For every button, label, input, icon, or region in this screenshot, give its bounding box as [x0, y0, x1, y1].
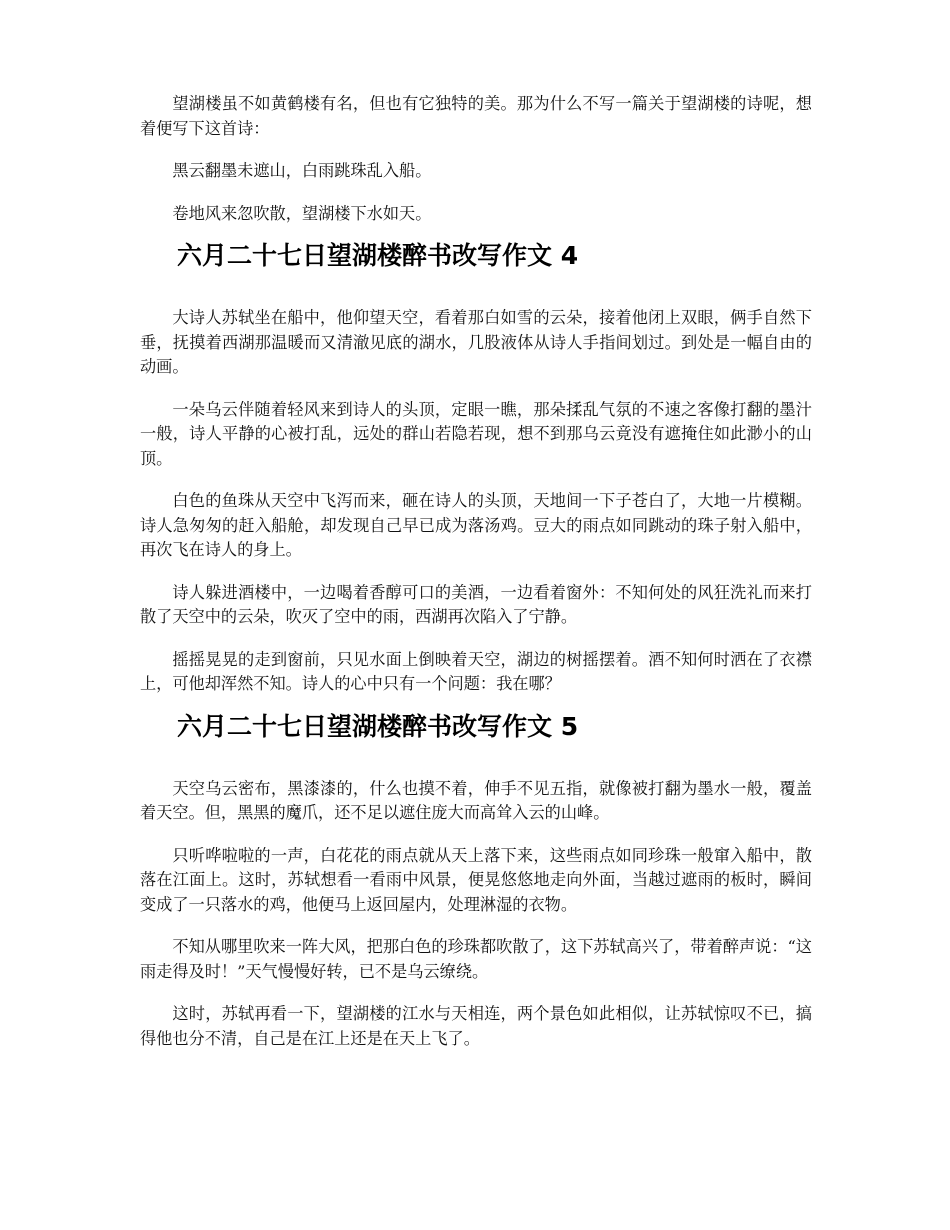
- section-5-title: 六月二十七日望湖楼醉书改写作文 5: [177, 711, 579, 741]
- section-4-paragraph-4: 诗人躲进酒楼中，一边喝着香醇可口的美酒，一边看着窗外：不知何处的风狂洗礼而来打散了天空中的云朵，吹灭了空中的雨，西湖再次陷入了宁静。: [140, 582, 812, 626]
- section-5-paragraph-1: 天空乌云密布，黑漆漆的，什么也摸不着，伸手不见五指，就像被打翻为墨水一般，覆盖着天空。但，黑黑的魔爪，还不足以遮住庞大而高耸入云的山峰。: [140, 778, 812, 822]
- section-5-paragraph-2: 只听哗啦啦的一声，白花花的雨点就从天上落下来，这些雨点如同珍珠一般窜入船中，散落在江面上。这时，苏轼想看一看雨中风景，便晃悠悠地走向外面，当越过遮雨的板时，瞬间变成了一只落水的鸡，他便马上返回屋内，处理淋湿的衣物。: [140, 845, 812, 914]
- section-4-paragraph-3: 白色的鱼珠从天空中飞泻而来，砸在诗人的头顶，天地间一下子苍白了，大地一片模糊。诗人急匆匆的赶入船舱，却发现自己早已成为落汤鸡。豆大的雨点如同跳动的珠子射入船中，再次飞在诗人的身上。: [140, 491, 812, 559]
- section-4-title: 六月二十七日望湖楼醉书改写作文 4: [177, 241, 579, 270]
- section-5-paragraph-4: 这时，苏轼再看一下，望湖楼的江水与天相连，两个景色如此相似，让苏轼惊叹不已，搞得他也分不清，自己是在江上还是在天上飞了。: [140, 1004, 812, 1048]
- document-page: [140, 92, 812, 1069]
- poem-line-2: 卷地风来忽吹散，望湖楼下水如天。: [172, 203, 432, 223]
- section-5-paragraph-3: 不知从哪里吹来一阵大风，把那白色的珍珠都吹散了，这下苏轼高兴了，带着醉声说：“这雨走得及时！”天气慢慢好转，已不是乌云缭绕。: [140, 937, 812, 981]
- section-4-paragraph-2: 一朵乌云伴随着轻风来到诗人的头顶，定眼一瞧，那朵揉乱气氛的不速之客像打翻的墨汁一般，诗人平静的心被打乱，远处的群山若隐若现，想不到那乌云竟没有遮掩住如此渺小的山顶。: [140, 399, 812, 468]
- poem-line-1: 黑云翻墨未遮山，白雨跳珠乱入船。: [172, 161, 432, 180]
- section-4-paragraph-1: 大诗人苏轼坐在船中，他仰望天空，看着那白如雪的云朵，接着他闭上双眼，俩手自然下垂，抚摸着西湖那温暖而又清澈见底的湖水，几股液体从诗人手指间划过。到处是一幅自由的动画。: [140, 308, 812, 376]
- intro-paragraph-1: 望湖楼虽不如黄鹤楼有名，但也有它独特的美。那为什么不写一篇关于望湖楼的诗呢，想着便写下这首诗：: [140, 94, 812, 138]
- section-4-paragraph-5: 摇摇晃晃的走到窗前，只见水面上倒映着天空，湖边的树摇摆着。酒不知何时洒在了衣襟上，可他却浑然不知。诗人的心中只有一个问题：我在哪？: [140, 649, 812, 693]
